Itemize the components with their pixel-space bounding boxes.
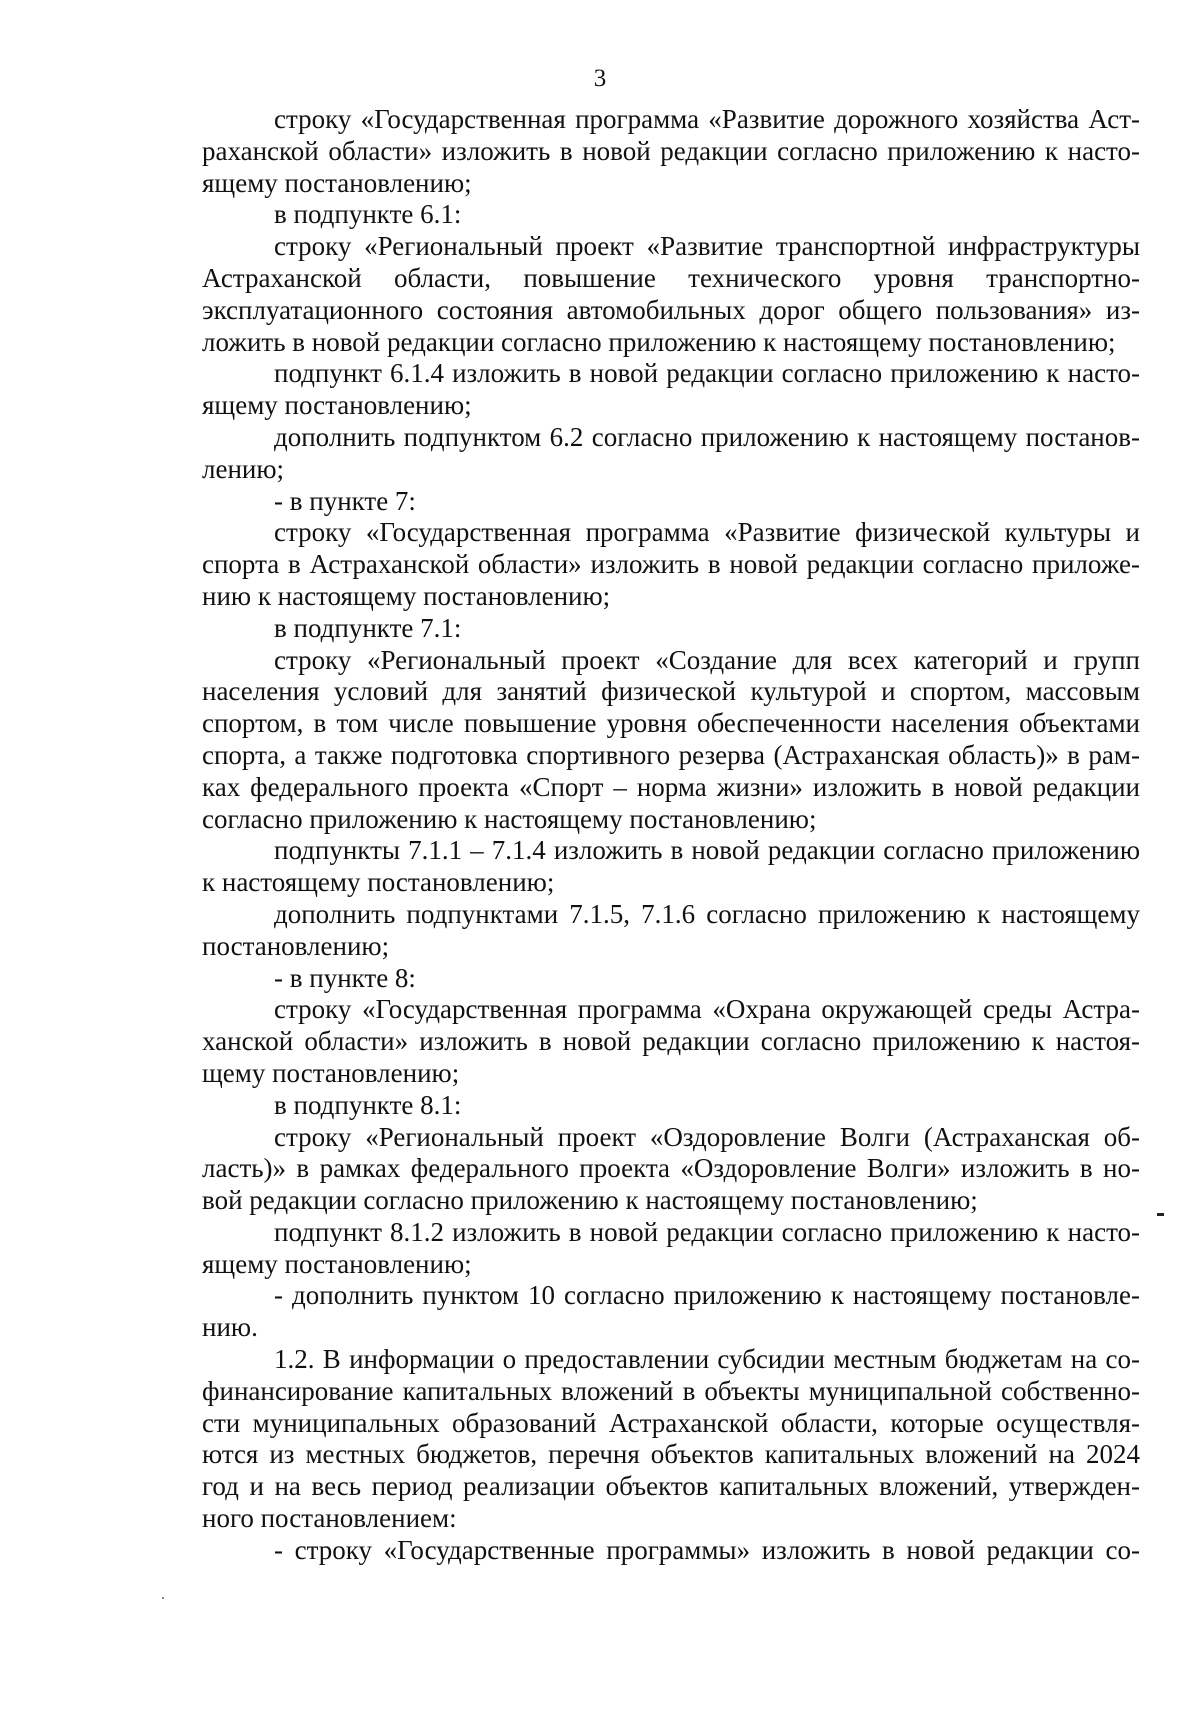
text-line: - строку «Государственные программы» изложить в новой редакции со- [274, 1534, 1140, 1565]
document-body [202, 104, 1140, 1567]
text-line: в подпункте 8.1: [274, 1089, 462, 1120]
text-line: спорта, а также подготовка спортивного резерва (Астраханская область)» в рам- [202, 739, 1140, 770]
text-line: 1.2. В информации о предоставлении субсидии местным бюджетам на со- [274, 1344, 1140, 1375]
text-line: раханской области» изложить в новой редакции согласно приложению к насто- [202, 135, 1140, 166]
text-line: нию к настоящему постановлению; [202, 580, 611, 611]
text-line: строку «Государственная программа «Охрана окружающей среды Астра- [274, 994, 1140, 1025]
text-line: ханской области» изложить в новой редакции согласно приложению к настоя- [202, 1026, 1140, 1057]
text-line: ласть)» в рамках федерального проекта «Оздоровление Волги» изложить в но- [202, 1153, 1140, 1184]
text-line: нию. [202, 1312, 258, 1343]
text-line: дополнить подпунктом 6.2 согласно приложению к настоящему постанов- [274, 421, 1140, 452]
text-line: ках федерального проекта «Спорт – норма жизни» изложить в новой редакции [202, 771, 1140, 802]
text-line: спортом, в том числе повышение уровня обеспеченности населения объектами [202, 708, 1140, 739]
text-line: Астраханской области, повышение технического уровня транспортно- [202, 262, 1140, 293]
text-line: ящему постановлению; [202, 390, 472, 421]
text-line: подпункты 7.1.1 – 7.1.4 изложить в новой редакции согласно приложению [274, 835, 1140, 866]
text-line: финансирование капитальных вложений в объекты муниципальной собственно- [202, 1375, 1140, 1406]
text-line: ются из местных бюджетов, перечня объектов капитальных вложений на 2024 [202, 1439, 1140, 1470]
text-line: эксплуатационного состояния автомобильных дорог общего пользования» из- [202, 294, 1140, 325]
text-line: в подпункте 6.1: [274, 199, 462, 230]
text-line: щему постановлению; [202, 1057, 460, 1088]
text-line: строку «Региональный проект «Оздоровление Волги (Астраханская об- [274, 1121, 1140, 1152]
scan-speck [1157, 1213, 1164, 1216]
text-line: вой редакции согласно приложению к настоящему постановлению; [202, 1185, 978, 1216]
text-line: подпункт 6.1.4 изложить в новой редакции согласно приложению к насто- [274, 358, 1140, 389]
text-line: - в пункте 8: [274, 962, 416, 993]
text-line: согласно приложению к настоящему постановлению; [202, 803, 817, 834]
text-line: в подпункте 7.1: [274, 612, 462, 643]
text-line: ящему постановлению; [202, 1248, 472, 1279]
text-line: год и на весь период реализации объектов капитальных вложений, утвержден- [202, 1471, 1140, 1502]
text-line: к настоящему постановлению; [202, 867, 555, 898]
text-line: сти муниципальных образований Астраханской области, которые осуществля- [202, 1407, 1140, 1438]
text-line: строку «Государственная программа «Развитие физической культуры и [274, 517, 1140, 548]
scan-speck [162, 1597, 164, 1599]
text-line: ложить в новой редакции согласно приложению к настоящему постановлению; [202, 326, 1116, 357]
text-line: ящему постановлению; [202, 167, 472, 198]
text-line: строку «Региональный проект «Создание для всех категорий и групп [274, 644, 1140, 675]
text-line: дополнить подпунктами 7.1.5, 7.1.6 согласно приложению к настоящему [274, 898, 1140, 929]
text-line: лению; [202, 453, 285, 484]
text-line: подпункт 8.1.2 изложить в новой редакции согласно приложению к насто- [274, 1216, 1140, 1247]
text-line: строку «Государственная программа «Развитие дорожного хозяйства Аст- [274, 104, 1140, 134]
text-line: ного постановлением: [202, 1503, 457, 1534]
text-line: - дополнить пунктом 10 согласно приложению к настоящему постановле- [274, 1280, 1140, 1311]
text-line: спорта в Астраханской области» изложить в новой редакции согласно приложе- [202, 549, 1140, 580]
text-line: - в пункте 7: [274, 485, 416, 516]
page-number: 3 [593, 65, 607, 92]
text-line: постановлению; [202, 930, 390, 961]
text-line: населения условий для занятий физической культурой и спортом, массовым [202, 676, 1140, 707]
text-line: строку «Региональный проект «Развитие транспортной инфраструктуры [274, 231, 1140, 262]
